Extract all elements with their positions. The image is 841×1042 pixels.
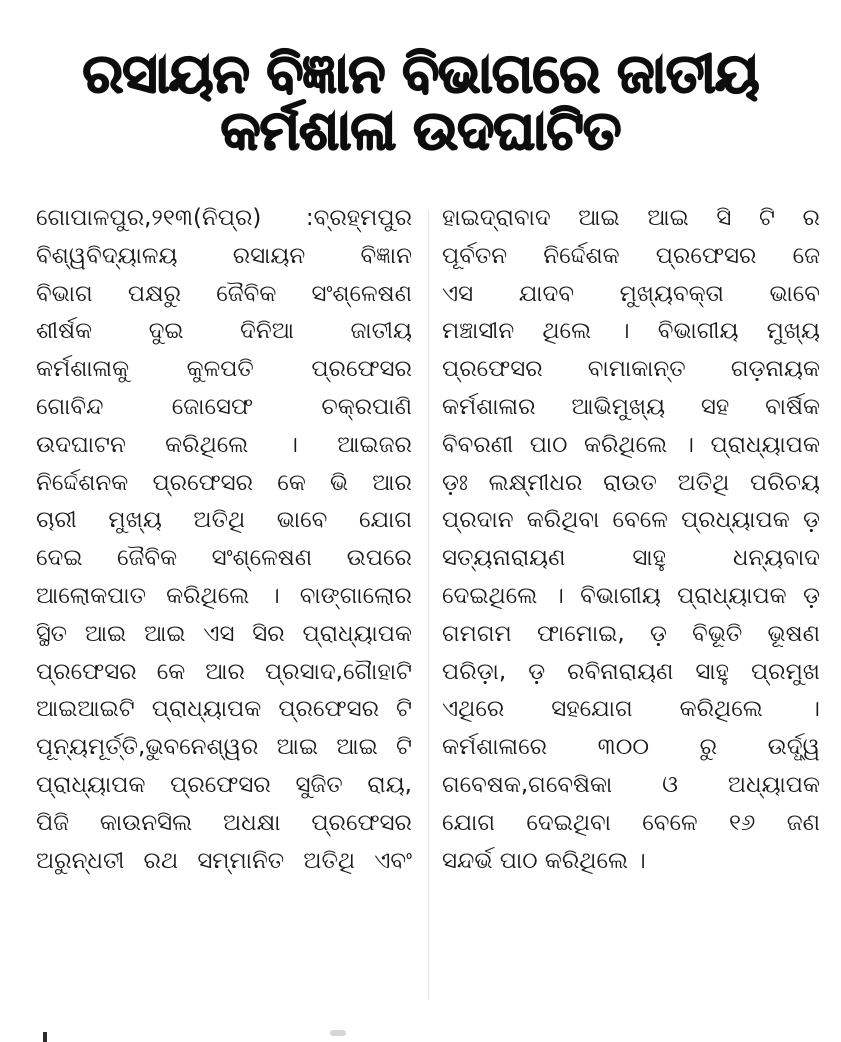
article-line: ଚାରୀ ମୁଖ୍ୟ ଅତିଥି ଭାବେ ଯୋଗ [36,507,412,534]
crop-mark [43,1032,47,1042]
article-line: ପ୍ରଫେସର ବାମାକାନ୍ତ ଗଡ଼ନାୟକ [442,356,820,383]
article-line: ଗବେଷକ,ଗବେଷିକା ଓ ଅଧ୍ୟାପକ [442,771,820,798]
print-smudge [330,1030,346,1036]
article-line: ପୂନ୍ୟମୂର୍ତ୍ତି,ଭୁବନେଶ୍ୱର ଆଇ ଆଇ ଟି [36,734,412,761]
article-line: ପ୍ରଫେସର କେ ଆର ପ୍ରସାଦ,ଗୈାହାଟି [36,658,412,685]
column-divider [428,210,429,1000]
article-line: ଶୀର୍ଷକ ଦୁଇ ଦିନିଆ ଜାତୀୟ [36,318,412,345]
article-line: ବିଶ୍ୱବିଦ୍ୟାଳୟ ରସାୟନ ବିଜ୍ଞାନ [36,242,412,269]
article-column-left [36,200,412,880]
article-line: କର୍ମଶାଳାର ଆଭିମୁଖ୍ୟ ସହ ବାର୍ଷିକ [442,393,820,420]
article-line: ଉଦଘାଟନ କରିଥିଲେ । ଆଇଜର [36,431,412,458]
article-line: ପରିଡ଼ା, ଡ଼ ରବିନାରାୟଣ ସାହୁ ପ୍ରମୁଖ [442,658,820,685]
article-line: ଏଥିରେ ସହଯୋଗ କରିଥିଲେ । [442,696,820,723]
article-line: ବିବରଣୀ ପାଠ କରିଥିଲେ । ପ୍ରାଧ୍ୟାପକ [442,431,820,458]
article-line: ପୂର୍ବତନ ନିର୍ଦ୍ଦେଶକ ପ୍ରଫେସର ଜେ [442,242,820,269]
article-line: ମଞ୍ଚାସୀନ ଥିଲେ । ବିଭାଗୀୟ ମୁଖ୍ୟ [442,318,820,345]
article-line: ଦେଇ ଜୈବିକ ସଂଶ୍ଳେଷଣ ଉପରେ [36,545,412,572]
article-line: ପ୍ରଦାନ କରିଥିବା ବେଳେ ପ୍ରଧ୍ୟାପକ ଡ଼ [442,507,820,534]
article-line: ଡ଼ଃ ଲକ୍ଷ୍ମୀଧର ରାଉତ ଅତିଥି ପରିଚୟ [442,469,820,496]
article-line: ସନ୍ଦର୍ଭ ପାଠ କରିଥିଲେ । [442,847,646,874]
article-line: ଦେଇଥିଲେ । ବିଭାଗୀୟ ପ୍ରାଧ୍ୟାପକ ଡ଼ [442,582,820,609]
headline: ରସାୟନ ବିଜ୍ଞାନ ବିଭାଗରେ ଜାତୀୟ କର୍ମଶାଳା ଉଦଘାଟିତ [82,41,759,162]
article-line: ସ୍ଥିତ ଆଇ ଆଇ ଏସ ସିର ପ୍ରାଧ୍ୟାପକ [36,620,412,647]
article-line: ଆଲୋକପାତ କରିଥିଲେ । ବାଙ୍ଗାଲୋର [36,582,412,609]
article-line: ନିର୍ଦ୍ଦେଶନକ ପ୍ରଫେସର କେ ଭି ଆର [36,469,412,496]
article-line: ଏସ ଯାଦବ ମୁଖ୍ୟବକ୍ତା ଭାବେ [442,280,820,307]
article-line: କର୍ମଶାଳାକୁ କୁଳପତି ପ୍ରଫେସର [36,356,412,383]
article-line: ବିଭାଗ ପକ୍ଷରୁ ଜୈବିକ ସଂଶ୍ଳେଷଣ [36,280,412,307]
article-line: ଅରୁନ୍ଧତୀ ରଥ ସମ୍ମାନିତ ଅତିଥି ଏବଂ [36,847,412,874]
article-line: ହାଇଦ୍ରାବାଦ ଆଇ ଆଇ ସି ଟି ର [442,205,820,231]
article-line: ପିଜି କାଉନସିଲ ଅଧକ୍ଷା ପ୍ରଫେସର [36,809,412,836]
article-line: ଆଇଆଇଟି ପ୍ରାଧ୍ୟାପକ ପ୍ରଫେସର ଟି [36,696,412,723]
article-line: ପ୍ରାଧ୍ୟାପକ ପ୍ରଫେସର ସୁଜିତ ରାୟ, [36,771,412,798]
article-line: କର୍ମଶାଳାରେ ୩୦୦ ରୁ ଉର୍ଦ୍ଧ୍ୱ [442,734,820,761]
article-line: ଗୋବିନ୍ଦ ଜୋସେଫ ଚକ୍ରପାଣି [36,393,412,420]
article-line: ସତ୍ୟନାରାୟଣ ସାହୁ ଧନ୍ୟବାଦ [442,545,820,572]
article-line: ଗୋପାଳପୁର,୨୧୩(ନିପ୍ର) :ବ୍ରହ୍ମପୁର [36,205,412,231]
article-line: ଗମଗମ ଫାମୋଇ, ଡ଼ ବିଭୂତି ଭୂଷଣ [442,620,820,647]
article-line: ଯୋଗ ଦେଇଥିବା ବେଳେ ୧୬ ଜଣ [442,809,820,836]
article-column-right [442,200,820,880]
